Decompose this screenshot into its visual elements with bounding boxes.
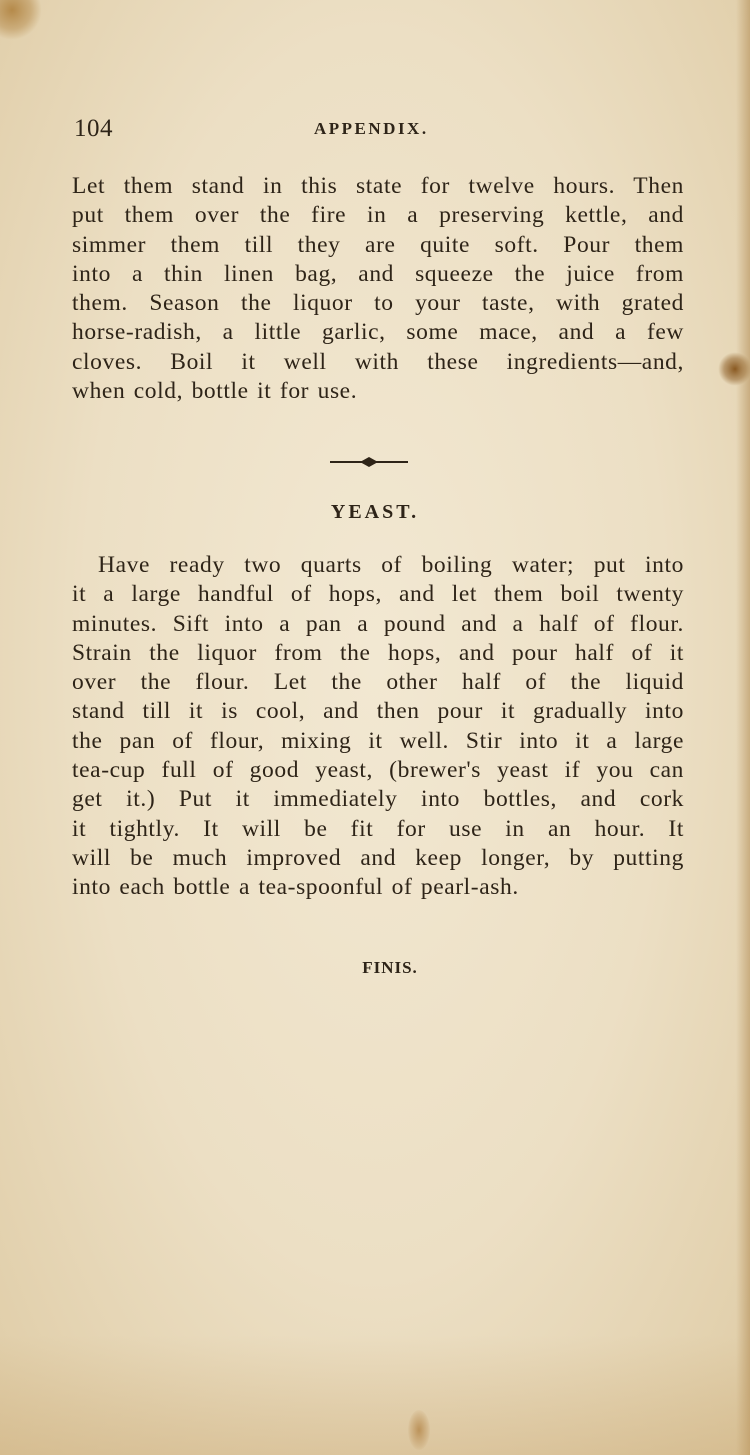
text-line: over the flour. Let the other half of the liquid [72, 669, 684, 696]
text-line: when cold, bottle it for use. [72, 378, 358, 405]
text-line: stand till it is cool, and then pour it gradually into [72, 698, 684, 725]
text-line: Let them stand in this state for twelve hours. Then [72, 173, 684, 199]
section-title [0, 501, 750, 524]
section-title-text: YEAST. [330, 501, 420, 523]
text-line: it tightly. It will be fit for use in an hour. It [72, 815, 684, 842]
finis-text: FINIS. [362, 958, 418, 977]
text-line: Strain the liquor from the hops, and pour half of it [72, 639, 684, 666]
text-line: Have ready two quarts of boiling water; put into [98, 552, 684, 578]
text-line: get it.) Put it immediately into bottles, and cork [72, 786, 684, 813]
text-line: will be much improved and keep longer, by putting [72, 844, 684, 871]
text-line: simmer them till they are quite soft. Pour them [72, 231, 684, 258]
text-line: into each bottle a tea-spoonful of pearl-ash. [72, 874, 519, 901]
text-line: it a large handful of hops, and let them boil twenty [72, 581, 684, 608]
text-line: put them over the fire in a preserving kettle, and [72, 202, 684, 229]
text-line: them. Season the liquor to your taste, with grated [72, 290, 684, 317]
paper-stain [0, 0, 42, 40]
page-edge-shading [736, 0, 750, 1455]
finis-mark [0, 958, 750, 978]
text-line: into a thin linen bag, and squeeze the juice from [72, 260, 684, 287]
text-line: tea-cup full of good yeast, (brewer's yeast if you can [72, 757, 684, 784]
page-number: 104 [74, 115, 113, 142]
text-line: minutes. Sift into a pan a pound and a half of flour. [72, 610, 684, 637]
text-line: horse-radish, a little garlic, some mace, and a few [72, 319, 684, 346]
text-line: cloves. Boil it well with these ingredients—and, [72, 348, 684, 375]
paragraph-one [72, 172, 684, 406]
page-edge-shading [0, 1335, 750, 1455]
page-header [74, 115, 684, 149]
paragraph-two [72, 551, 684, 903]
running-head: APPENDIX. [314, 119, 429, 138]
section-divider-ornament [330, 455, 408, 469]
text-line: the pan of flour, mixing it well. Stir into it a large [72, 727, 684, 754]
